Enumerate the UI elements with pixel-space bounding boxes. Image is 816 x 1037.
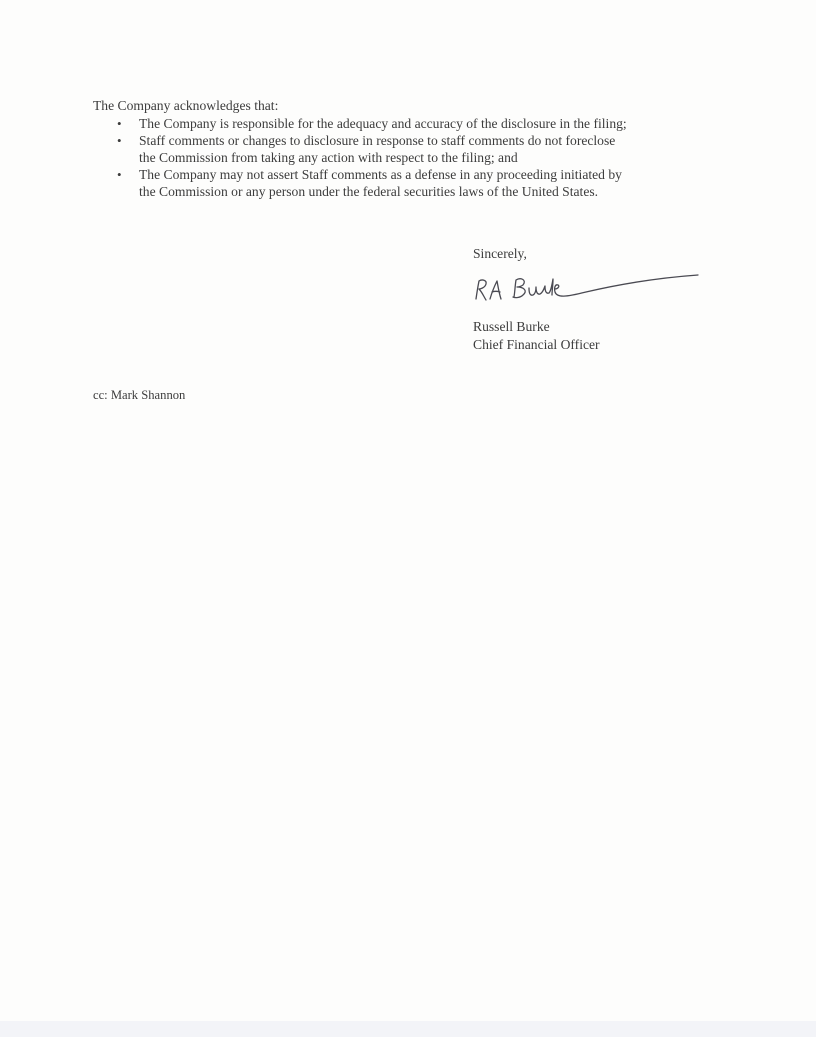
list-item-line: The Company may not assert Staff comments as a defense in any proceeding initiated by	[139, 167, 622, 182]
list-item-line: the Commission or any person under the federal securities laws of the United States.	[139, 184, 599, 199]
bullet-icon: •	[117, 116, 122, 131]
list-item-line: The Company is responsible for the adequacy and accuracy of the disclosure in the filing;	[139, 116, 627, 131]
list-item	[117, 132, 757, 166]
acknowledgement-list	[117, 115, 757, 200]
list-item-line: Staff comments or changes to disclosure in response to staff comments do not foreclose	[139, 133, 616, 148]
scan-edge	[0, 1021, 816, 1037]
closing-text: Sincerely,	[473, 246, 527, 261]
list-item	[117, 115, 757, 132]
signature-image	[466, 272, 706, 308]
bullet-icon: •	[117, 133, 122, 148]
signer-name: Russell Burke	[473, 319, 550, 334]
bullet-icon: •	[117, 167, 122, 182]
cc-line: cc: Mark Shannon	[93, 388, 186, 402]
intro-text: The Company acknowledges that:	[93, 98, 279, 113]
signer-title: Chief Financial Officer	[473, 337, 600, 352]
list-item-line: the Commission from taking any action with respect to the filing; and	[139, 150, 518, 165]
list-item	[117, 166, 757, 200]
